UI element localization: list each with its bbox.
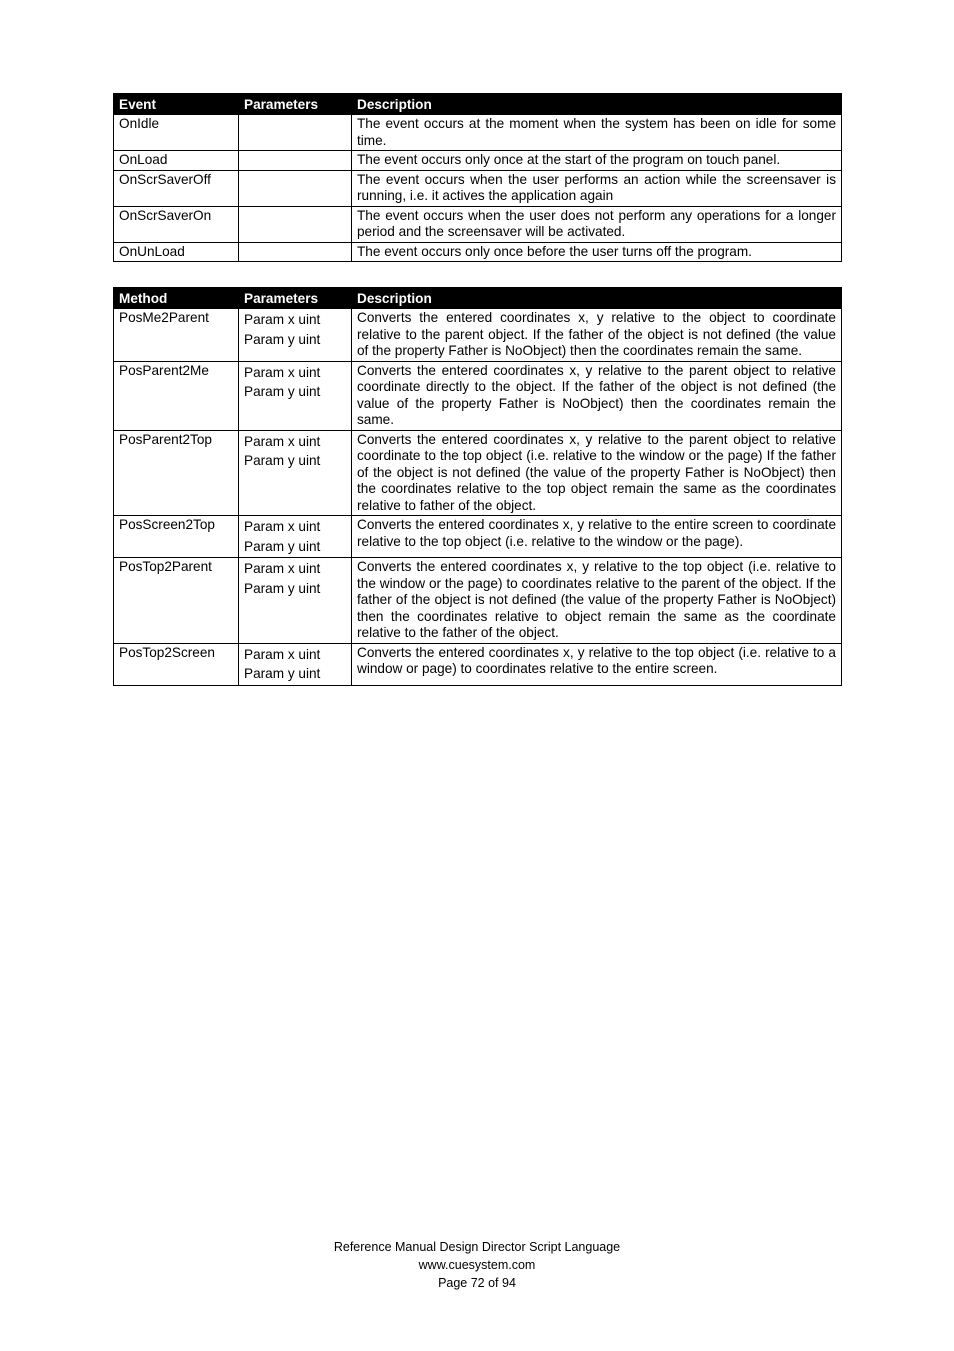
methods-header-method: Method bbox=[114, 288, 239, 309]
parameter-line: Param y uint bbox=[244, 666, 321, 681]
method-row-name: PosParent2Top bbox=[114, 430, 239, 516]
method-row bbox=[114, 309, 842, 362]
method-row-name: PosMe2Parent bbox=[114, 309, 239, 362]
method-row-name: PosParent2Me bbox=[114, 361, 239, 430]
methods-header-parameters: Parameters bbox=[239, 288, 352, 309]
method-row bbox=[114, 558, 842, 644]
event-row bbox=[114, 170, 842, 206]
parameter-line: Param x uint bbox=[244, 561, 321, 576]
event-row-name: OnScrSaverOn bbox=[114, 206, 239, 242]
event-row-description: The event occurs only once before the user turns off the program. bbox=[352, 242, 842, 262]
methods-table bbox=[113, 287, 842, 686]
event-row-description: The event occurs when the user does not perform any operations for a longer period and the screensaver will be activated. bbox=[352, 206, 842, 242]
parameter-line: Param y uint bbox=[244, 453, 321, 468]
method-row-name: PosTop2Screen bbox=[114, 643, 239, 685]
parameter-line: Param x uint bbox=[244, 312, 321, 327]
footer-page-number: Page 72 of 94 bbox=[438, 1276, 516, 1290]
method-row-description: Converts the entered coordinates x, y relative to the parent object to relative coordinate directly to the object. If the father of the object is not defined (the value of the property Father is NoObject) then the coordinates remain the same. bbox=[352, 361, 842, 430]
method-row-parameters bbox=[239, 558, 352, 644]
method-row bbox=[114, 516, 842, 558]
event-row bbox=[114, 115, 842, 151]
events-header-row bbox=[114, 94, 842, 115]
method-row-description: Converts the entered coordinates x, y relative to the entire screen to coordinate relative to the top object (i.e. relative to the window or the page). bbox=[352, 516, 842, 558]
parameter-line: Param x uint bbox=[244, 646, 321, 662]
event-row-parameters bbox=[239, 151, 352, 171]
parameter-line: Param y uint bbox=[244, 331, 321, 347]
event-row bbox=[114, 242, 842, 262]
method-row bbox=[114, 361, 842, 430]
method-row-name: PosTop2Parent bbox=[114, 558, 239, 644]
event-row-parameters bbox=[239, 115, 352, 151]
parameter-line: Param y uint bbox=[244, 580, 321, 596]
parameter-line: Param y uint bbox=[244, 538, 321, 554]
event-row-name: OnScrSaverOff bbox=[114, 170, 239, 206]
method-row-parameters bbox=[239, 309, 352, 362]
event-row-parameters bbox=[239, 206, 352, 242]
methods-header-row bbox=[114, 288, 842, 309]
method-row-parameters bbox=[239, 361, 352, 430]
page-footer bbox=[0, 1238, 954, 1292]
method-row-parameters bbox=[239, 643, 352, 685]
events-header-parameters: Parameters bbox=[239, 94, 352, 115]
method-row-name: PosScreen2Top bbox=[114, 516, 239, 558]
event-row bbox=[114, 206, 842, 242]
event-row-name: OnUnLoad bbox=[114, 242, 239, 262]
method-row-description: Converts the entered coordinates x, y relative to the parent object to relative coordinate to the top object (i.e. relative to the window or the page) If the father of the object is not defined (the value of the property Father is NoObject) then the coordinates relative to the top object remain the same as the coordinates relative to father of the object. bbox=[352, 430, 842, 516]
event-row-description: The event occurs only once at the start of the program on touch panel. bbox=[352, 151, 842, 171]
events-header-description: Description bbox=[352, 94, 842, 115]
footer-title: Reference Manual Design Director Script Language bbox=[333, 1240, 621, 1254]
event-row-name: OnLoad bbox=[114, 151, 239, 171]
parameter-line: Param x uint bbox=[244, 433, 321, 449]
event-row-parameters bbox=[239, 170, 352, 206]
methods-header-description: Description bbox=[352, 288, 842, 309]
parameter-line: Param y uint bbox=[244, 384, 321, 399]
method-row-parameters bbox=[239, 430, 352, 516]
method-row bbox=[114, 643, 842, 685]
method-row-description: Converts the entered coordinates x, y relative to the top object (i.e. relative to a window or page) to coordinates relative to the entire screen. bbox=[352, 643, 842, 685]
footer-url: www.cuesystem.com bbox=[418, 1258, 536, 1272]
events-header-event: Event bbox=[114, 94, 239, 115]
parameter-line: Param x uint bbox=[244, 519, 321, 534]
method-row-parameters bbox=[239, 516, 352, 558]
event-row-parameters bbox=[239, 242, 352, 262]
event-row bbox=[114, 151, 842, 171]
parameter-line: Param x uint bbox=[244, 364, 321, 380]
events-table bbox=[113, 93, 842, 262]
event-row-description: The event occurs when the user performs an action while the screensaver is running, i.e. it actives the application again bbox=[352, 170, 842, 206]
method-row-description: Converts the entered coordinates x, y relative to the top object (i.e. relative to the window or the page) to coordinates relative to the parent of the object. If the father of the object is not defined (the value of the property Father is NoObject) then the coordinates relative to object remain the same as the coordinate relative to the father of the object. bbox=[352, 558, 842, 644]
method-row bbox=[114, 430, 842, 516]
event-row-description: The event occurs at the moment when the system has been on idle for some time. bbox=[352, 115, 842, 151]
event-row-name: OnIdle bbox=[114, 115, 239, 151]
method-row-description: Converts the entered coordinates x, y relative to the object to coordinate relative to the parent object. If the father of the object is not defined (the value of the property Father is NoObject) then the coordinates remain the same. bbox=[352, 309, 842, 362]
